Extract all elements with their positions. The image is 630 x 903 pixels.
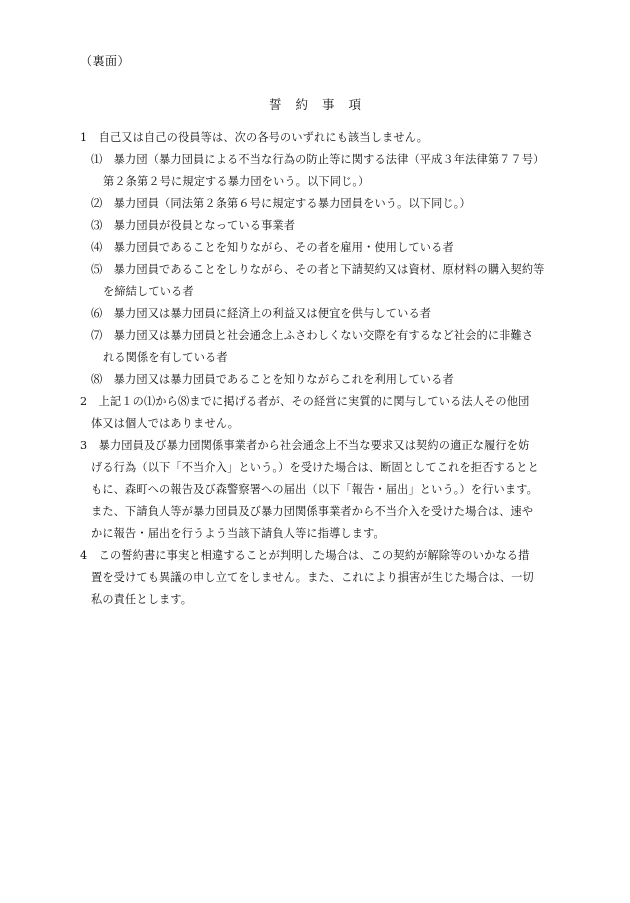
reverse-side-label: （裏面） [80,54,131,68]
item-3-line-5: かに報告・届出を行うよう当該下請負人等に指導します。 [91,527,385,540]
subitem-1-line-2: 第２条第２号に規定する暴力団をいう。以下同じ。） [103,175,370,188]
item-3-line-4: また、下請負人等が暴力団員及び暴力団関係事業者から不当介入を受けた場合は、速や [91,505,534,518]
item-3-line-2: げる行為（以下「不当介入」という。）を受けた場合は、断固としてこれを拒否するとと [91,461,539,474]
page-title: 誓約事項 [268,97,375,112]
subitem-3-line-1: ⑶ 暴力団員が役員となっている事業者 [91,219,296,232]
subitem-7-line-1: ⑺ 暴力団又は暴力団員と社会通念上ふさわしくない交際を有するなど社会的に非難さ [91,329,534,342]
subitem-5-line-2: を締結している者 [103,285,194,298]
item-3-line-3: もに、森町への報告及び森警察署への届出（以下「報告・届出」という。）を行います。 [91,483,539,496]
item-2-line-2: 体又は個人ではありません。 [91,417,240,430]
subitem-6-line-1: ⑹ 暴力団又は暴力団員に経済上の利益又は便宜を供与している者 [91,307,432,320]
item-3-line-1: 3 暴力団員及び暴力団関係事業者から社会通念上不当な要求又は契約の適正な履行を妨 [80,439,530,452]
item-4-line-2: 置を受けても異議の申し立てをしません。また、これにより損害が生じた場合は、一切 [91,571,534,584]
subitem-7-line-2: れる関係を有している者 [103,351,228,364]
item-2-line-1: 2 上記１の⑴から⑻までに掲げる者が、その経営に実質的に関与している法人その他団 [80,395,530,408]
item-4-line-3: 私の責任とします。 [91,593,193,606]
subitem-8-line-1: ⑻ 暴力団又は暴力団員であることを知りながらこれを利用している者 [91,373,454,386]
subitem-4-line-1: ⑷ 暴力団員であることを知りながら、その者を雇用・使用している者 [91,241,454,254]
subitem-2-line-1: ⑵ 暴力団員（同法第２条第６号に規定する暴力団員をいう。以下同じ。） [91,197,471,210]
item-1-line-1: 1 自己又は自己の役員等は、次の各号のいずれにも該当しません。 [80,131,429,144]
subitem-1-line-1: ⑴ 暴力団（暴力団員による不当な行為の防止等に関する法律（平成３年法律第７７号） [91,153,545,166]
subitem-5-line-1: ⑸ 暴力団員であることをしりながら、その者と下請契約又は資材、原材料の購入契約等 [91,263,545,276]
item-4-line-1: 4 この誓約書に事実と相違することが判明した場合は、この契約が解除等のいかなる措 [80,549,530,562]
